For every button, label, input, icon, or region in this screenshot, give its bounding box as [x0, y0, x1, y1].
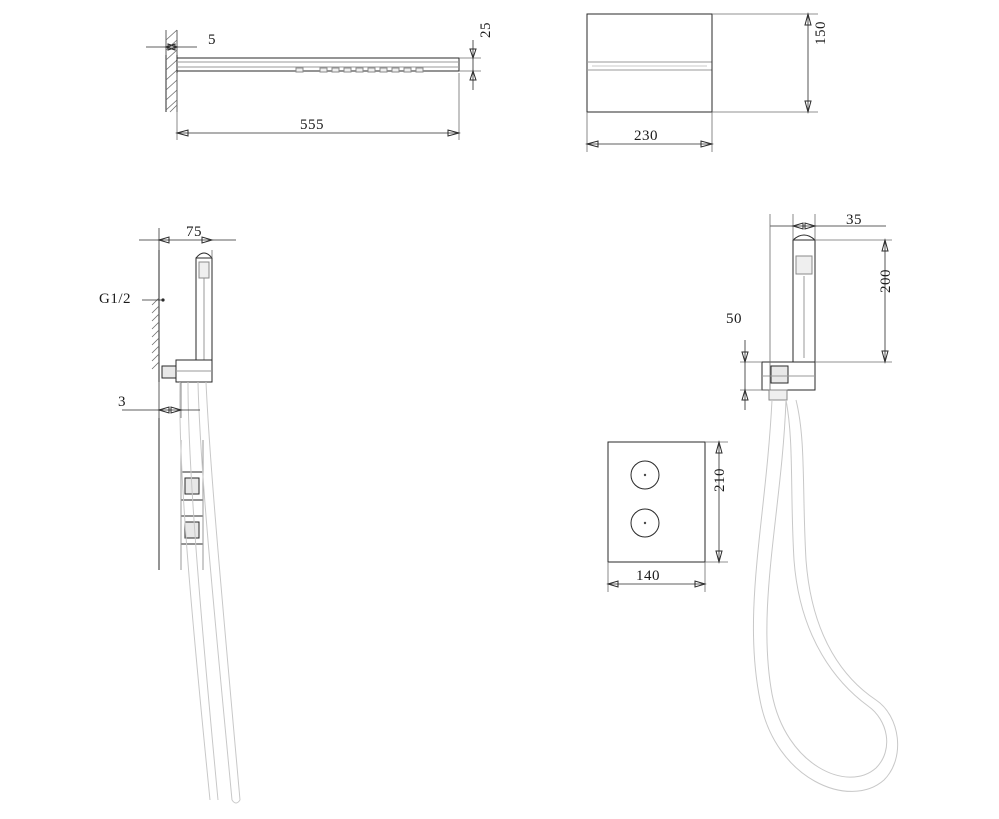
- dim-text-plate-width: 140: [636, 568, 660, 584]
- dim-text-arm-wall-plate-thickness: 5: [208, 32, 216, 48]
- shower-hose-side: [180, 382, 240, 803]
- dimension-plate-height: [705, 442, 728, 562]
- dimension-arm-head-thickness: [459, 40, 481, 90]
- dim-text-arm-total-length: 555: [300, 117, 324, 133]
- dimension-head-depth: [712, 14, 818, 112]
- shower-head-plan: [587, 14, 712, 112]
- dimension-arm-wall-plate-thickness: [146, 30, 197, 55]
- dim-text-holder-outlet-offset: 50: [726, 311, 742, 327]
- shower-arm-profile: [177, 58, 459, 72]
- dim-text-head-depth: 150: [813, 21, 829, 45]
- dim-text-wall-plate-offset: 3: [118, 394, 126, 410]
- shower-hose-front: [753, 400, 897, 791]
- dim-text-hand-shower-width: 35: [846, 212, 862, 228]
- dim-text-hand-shower-length: 200: [878, 269, 894, 293]
- dim-text-plate-height: 210: [712, 468, 728, 492]
- annotation-inlet-thread: G1/2: [99, 291, 131, 307]
- dim-text-arm-head-thickness: 25: [478, 22, 494, 38]
- hand-shower-side: [196, 253, 212, 364]
- wall-line-bottom-left: [152, 228, 159, 570]
- dim-text-head-width: 230: [634, 128, 658, 144]
- hand-shower-holder-side: [162, 360, 212, 382]
- dim-text-holder-projection: 75: [186, 224, 202, 240]
- mixer-plate-front: [608, 442, 705, 562]
- wall-hatch-top-left: [166, 30, 177, 112]
- dimension-hand-shower-length: [815, 240, 892, 362]
- leader-inlet-thread: [142, 298, 165, 301]
- hand-shower-front: [793, 235, 815, 362]
